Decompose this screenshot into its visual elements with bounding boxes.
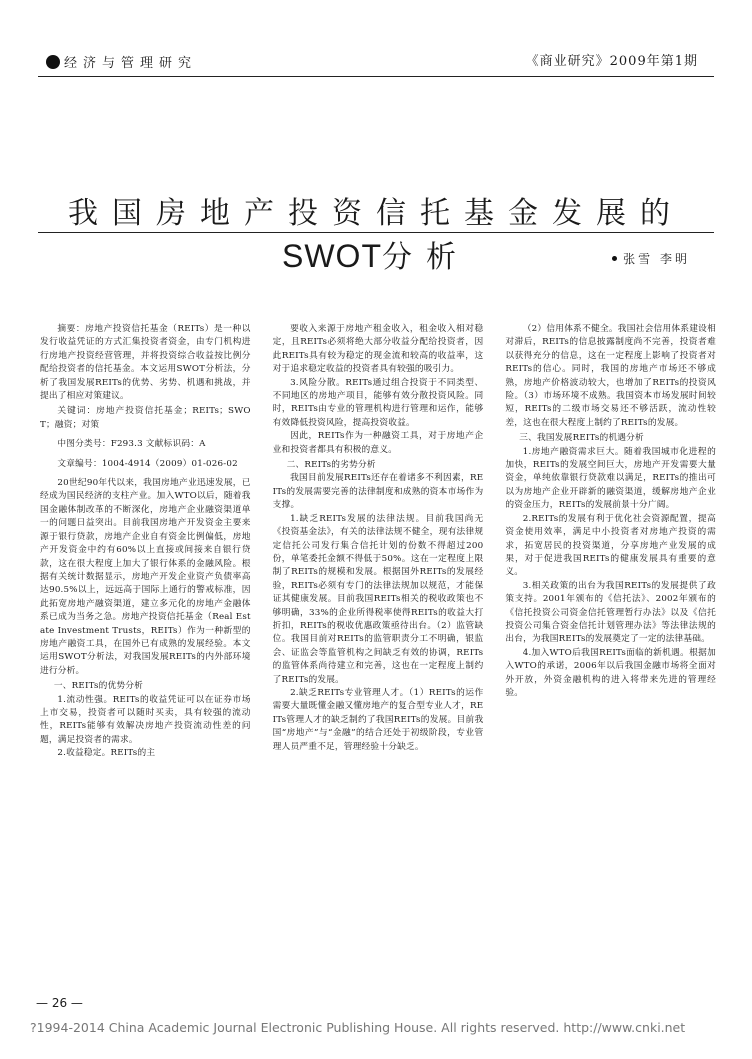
bullet-dot-icon: [46, 55, 60, 69]
paragraph: 2.收益稳定。REITs的主: [57, 748, 156, 759]
author-line: [612, 250, 690, 267]
article-meta: 关键词：房地产投资信托基金；REITs；SWOT；融资；对策: [40, 406, 251, 430]
paragraph: 摘要：房地产投资信托基金（REITs）是一种以发行收益凭证的方式汇集投资者资金，由专门机构进行房地产投资经营管理，并将投资综合收益按比例分配给投资者的信托基金。本文运用SWOT分析法，分析了我国发展REITs的优势、劣势、机遇和挑战，并提出了相应对策建议。: [40, 324, 251, 402]
section-heading: 一、REITs的优势分析: [53, 681, 144, 692]
paragraph: 2.REITs的发展有利于优化社会资源配置，提高资金使用效率，满足中小投资者对房地产投资的需求，拓宽居民的投资渠道，分享房地产业发展的成果，对于促进我国REITs的健康发展具有重要的意义。: [505, 513, 717, 578]
paragraph: 要收入来源于房地产租金收入，租金收入相对稳定，且REITs必须将绝大部分收益分配给投资者，因此REITs具有较为稳定的现金流和较高的收益率，这对于追求稳定收益的投资者具有较强的吸引力。: [272, 324, 484, 375]
paragraph: 因此，REITs作为一种融资工具，对于房地产企业和投资者都具有积极的意义。: [272, 431, 484, 455]
paragraph: 1.缺乏REITs发展的法律法规。目前我国尚无《投资基金法》，有关的法律法规不健全，现有法律规定信托公司发行集合信托计划的份数不得超过200份，单笔委托金额不得低于50%。这在一定程度上限制了REITs的规模和发展。根据国外REITs的发展经验，REITs必须有专门的法律法规加以规范，才能保证其健康发展。目前我国REITs相关的税收政策也不够明确，33%的企业所得税率使得REITs的收益大打折扣，REITs的税收优惠政策亟待出台。（2）监管缺位。我国目前对REITs的监管职责分工不明确，银监会、证监会等监管机构之间缺乏有效的协调，REITs的监管体系尚待建立和完善，这也在一定程度上制约了REITs的发展。: [272, 513, 484, 685]
paragraph: 1.流动性强。REITs的收益凭证可以在证券市场上市交易，投资者可以随时买卖，具有较强的流动性，REITs能够有效解决房地产投资流动性差的问题，满足投资者的需求。: [40, 694, 251, 745]
section-heading: 二、REITs的劣势分析: [286, 460, 376, 471]
author-bullet-icon: [612, 256, 617, 261]
title-divider: [38, 232, 714, 233]
issue-label: 《商业研究》2009年第1期: [525, 54, 698, 69]
paragraph: （2）信用体系不健全。我国社会信用体系建设相对滞后，REITs的信息披露制度尚不完善，投资者难以获得充分的信息，这在一定程度上影响了投资者对REITs的信心。同时，我国的房地产市场还不够成熟，房地产价格波动较大，也增加了REITs的投资风险。（3）市场环境不成熟。我国资本市场发展时间较短，REITs的二级市场交易还不够活跃，流动性较差，这也在很大程度上制约了REITs的发展。: [505, 324, 717, 428]
header-divider: [38, 76, 714, 77]
paragraph: 4.加入WTO后我国REITs面临的新机遇。根据加入WTO的承诺，2006年以后我国金融市场将全面对外开放，外资金融机构的进入将带来先进的管理经验。: [505, 647, 717, 698]
journal-section-header: [46, 52, 197, 71]
paragraph: 我国目前发展REITs还存在着诸多不利因素，REITs的发展需要完善的法律制度和成熟的资本市场作为支撑。: [272, 473, 484, 511]
section-heading: 三、我国发展REITs的机遇分析: [519, 433, 644, 444]
title-latin: SWOT: [282, 238, 382, 275]
column-1: [40, 323, 251, 993]
page-number: — 26 —: [36, 996, 83, 1010]
author-names: 张雪 李明: [623, 252, 690, 266]
paragraph: 1.房地产融资需求巨大。随着我国城市化进程的加快，REITs的发展空间巨大，房地产开发需要大量资金，单纯依靠银行贷款难以满足，REITs的推出可以为房地产企业开辟新的融资渠道，缓解房地产企业的资金压力，REITs的发展前景十分广阔。: [505, 446, 717, 511]
copyright-footer: ?1994-2014 China Academic Journal Electronic Publishing House. All rights reserved. http://www.cnki.net: [30, 1020, 686, 1035]
article-meta: 文章编号：1004-4914（2009）01-026-02: [57, 458, 238, 469]
column-2: [273, 323, 484, 993]
title-chinese: 我国房地产投资信托基金发展的: [68, 196, 684, 232]
paragraph: 3.风险分散。REITs通过组合投资于不同类型、不同地区的房地产项目，能够有效分散投资风险。同时，REITs由专业的管理机构进行管理和运作，能够有效降低投资风险，提高投资收益。: [272, 377, 484, 428]
paragraph: 20世纪90年代以来，我国房地产业迅速发展，已经成为国民经济的支柱产业。加入WTO以后，随着我国金融体制改革的不断深化，房地产企业融资渠道单一的问题日益突出。目前我国房地产开发资金主要来源于银行贷款，房地产企业自有资金比例偏低，房地产开发资金中约有60%以上直接或间接来自银行贷款，这在很大程度上加大了银行体系的金融风险。根据有关统计数据显示，房地产开发企业资产负债率高达90.5%以上，远远高于国际上通行的警戒标准，因此拓宽房地产融资渠道，建立多元化的房地产金融体系已成为当务之急。房地产投资信托基金（Real Estate Investment Trusts，REITs）作为一种新型的房地产融资工具，在国外已有成熟的发展经验。本文运用SWOT分析法，对我国发展REITs的内外部环境进行分析。: [40, 478, 251, 676]
paragraph: 3.相关政策的出台为我国REITs的发展提供了政策支持。2001年颁布的《信托法》、2002年颁布的《信托投资公司资金信托管理暂行办法》以及《信托投资公司集合资金信托计划管理办法》等法律法规的出台，为我国REITs的发展奠定了一定的法律基础。: [505, 580, 717, 645]
article-meta: 中图分类号：F293.3 文献标识码：A: [57, 439, 206, 450]
article-body: [40, 323, 716, 993]
paragraph: 2.缺乏REITs专业管理人才。（1）REITs的运作需要大量既懂金融又懂房地产的复合型专业人才，REITs管理人才的缺乏制约了我国REITs的发展。目前我国“房地产”与“金融”的结合还处于初级阶段，专业管理人员严重不足，管理经验十分缺乏。: [272, 687, 484, 752]
section-label: 经济与管理研究: [64, 56, 198, 71]
column-3: [505, 323, 716, 993]
title-end: 分析: [381, 240, 470, 276]
